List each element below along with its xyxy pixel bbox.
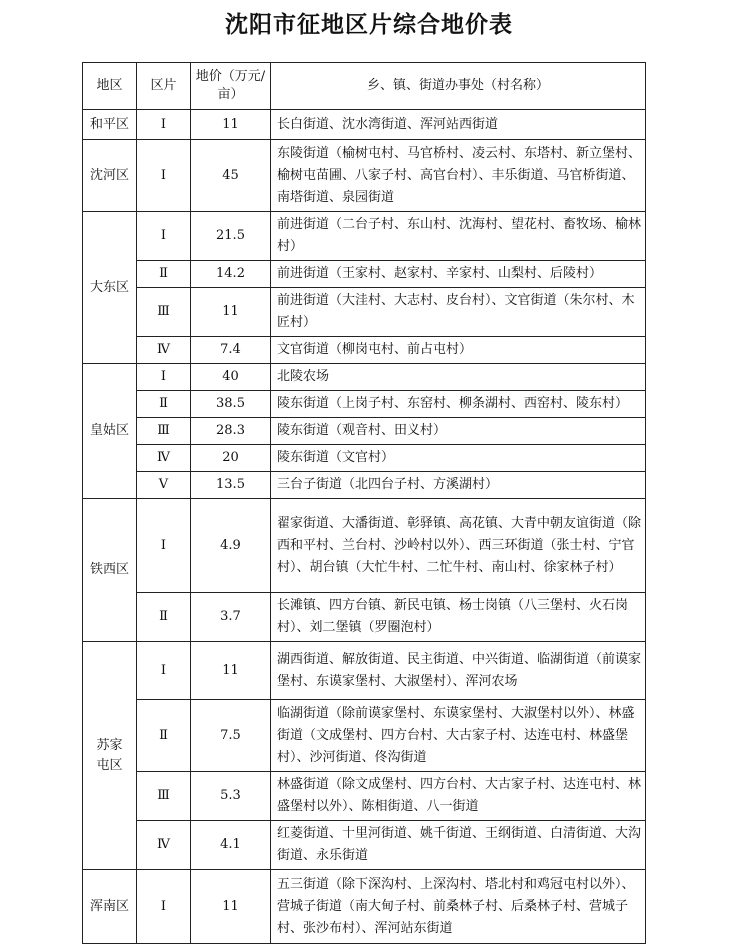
towns-cell: 三台子街道（北四台子村、方溪湖村） <box>271 472 646 499</box>
zone-cell: Ⅱ <box>137 700 191 772</box>
price-cell: 14.2 <box>191 261 271 288</box>
towns-cell: 东陵街道（榆树屯村、马官桥村、凌云村、东塔村、新立堡村、榆树屯苗圃、八家子村、高官台村）、丰乐街道、马官桥街道、南塔街道、泉园街道 <box>271 140 646 212</box>
price-cell: 5.3 <box>191 772 271 821</box>
table-row <box>83 391 646 418</box>
table-row <box>83 870 646 944</box>
table-row <box>83 772 646 821</box>
table-row <box>83 261 646 288</box>
price-cell: 11 <box>191 288 271 337</box>
zone-cell: Ⅰ <box>137 140 191 212</box>
table-row <box>83 212 646 261</box>
towns-cell: 前进街道（二台子村、东山村、沈海村、望花村、畜牧场、榆林村） <box>271 212 646 261</box>
towns-cell: 林盛街道（除文成堡村、四方台村、大古家子村、达连屯村、林盛堡村以外）、陈相街道、八一街道 <box>271 772 646 821</box>
price-cell: 11 <box>191 642 271 700</box>
table-row <box>83 110 646 140</box>
towns-cell: 长滩镇、四方台镇、新民屯镇、杨士岗镇（八三堡村、火石岗村）、刘二堡镇（罗圈泡村） <box>271 593 646 642</box>
towns-cell: 翟家街道、大潘街道、彰驿镇、高花镇、大青中朝友谊街道（除西和平村、兰台村、沙岭村以外）、西三环街道（张士村、宁官村）、胡台镇（大忙牛村、二忙牛村、南山村、徐家林子村） <box>271 499 646 593</box>
price-cell: 45 <box>191 140 271 212</box>
price-cell: 40 <box>191 364 271 391</box>
district-cell: 苏家屯区 <box>83 642 137 870</box>
price-cell: 7.4 <box>191 337 271 364</box>
price-cell: 13.5 <box>191 472 271 499</box>
price-cell: 21.5 <box>191 212 271 261</box>
zone-cell: Ⅰ <box>137 110 191 140</box>
zone-cell: Ⅳ <box>137 821 191 870</box>
price-cell: 11 <box>191 870 271 944</box>
towns-cell: 长白街道、沈水湾街道、浑河站西街道 <box>271 110 646 140</box>
zone-cell: Ⅳ <box>137 337 191 364</box>
table-row <box>83 288 646 337</box>
page-title: 沈阳市征地区片综合地价表 <box>225 12 513 38</box>
zone-cell: Ⅰ <box>137 212 191 261</box>
price-cell: 4.9 <box>191 499 271 593</box>
zone-cell: Ⅱ <box>137 261 191 288</box>
zone-cell: Ⅰ <box>137 642 191 700</box>
price-cell: 3.7 <box>191 593 271 642</box>
table-row <box>83 593 646 642</box>
district-cell: 铁西区 <box>83 499 137 642</box>
header-price: 地价（万元/亩） <box>191 63 271 110</box>
table-body <box>83 110 646 944</box>
header-zone: 区片 <box>137 63 191 110</box>
table-row <box>83 445 646 472</box>
land-price-table <box>82 62 646 944</box>
header-towns: 乡、镇、街道办事处（村名称） <box>271 63 646 110</box>
zone-cell: Ⅰ <box>137 870 191 944</box>
towns-cell: 前进街道（王家村、赵家村、辛家村、山梨村、后陵村） <box>271 261 646 288</box>
towns-cell: 湖西街道、解放街道、民主街道、中兴街道、临湖街道（前谟家堡村、东谟家堡村、大淑堡村）、浑河农场 <box>271 642 646 700</box>
district-cell: 和平区 <box>83 110 137 140</box>
towns-cell: 临湖街道（除前谟家堡村、东谟家堡村、大淑堡村以外）、林盛街道（文成堡村、四方台村、大古家子村、达连屯村、林盛堡村）、沙河街道、佟沟街道 <box>271 700 646 772</box>
price-cell: 38.5 <box>191 391 271 418</box>
price-cell: 28.3 <box>191 418 271 445</box>
towns-cell: 文官街道（柳岗屯村、前占屯村） <box>271 337 646 364</box>
price-cell: 4.1 <box>191 821 271 870</box>
district-cell: 沈河区 <box>83 140 137 212</box>
district-cell: 皇姑区 <box>83 364 137 499</box>
price-cell: 20 <box>191 445 271 472</box>
price-cell: 11 <box>191 110 271 140</box>
table-row <box>83 418 646 445</box>
towns-cell: 陵东街道（观音村、田义村） <box>271 418 646 445</box>
towns-cell: 北陵农场 <box>271 364 646 391</box>
zone-cell: Ⅴ <box>137 472 191 499</box>
table-row <box>83 472 646 499</box>
zone-cell: Ⅱ <box>137 391 191 418</box>
zone-cell: Ⅰ <box>137 364 191 391</box>
table-row <box>83 700 646 772</box>
zone-cell: Ⅰ <box>137 499 191 593</box>
zone-cell: Ⅲ <box>137 418 191 445</box>
towns-cell: 陵东街道（文官村） <box>271 445 646 472</box>
district-cell: 大东区 <box>83 212 137 364</box>
district-cell: 浑南区 <box>83 870 137 944</box>
header-district: 地区 <box>83 63 137 110</box>
table-row <box>83 140 646 212</box>
zone-cell: Ⅱ <box>137 593 191 642</box>
price-cell: 7.5 <box>191 700 271 772</box>
towns-cell: 红菱街道、十里河街道、姚千街道、王纲街道、白清街道、大沟街道、永乐街道 <box>271 821 646 870</box>
table-row <box>83 821 646 870</box>
table-row <box>83 364 646 391</box>
towns-cell: 陵东街道（上岗子村、东窑村、柳条湖村、西窑村、陵东村） <box>271 391 646 418</box>
table-row <box>83 337 646 364</box>
zone-cell: Ⅲ <box>137 288 191 337</box>
table-header-row <box>83 63 646 110</box>
zone-cell: Ⅳ <box>137 445 191 472</box>
towns-cell: 五三街道（除下深沟村、上深沟村、塔北村和鸡冠屯村以外）、营城子街道（南大甸子村、前桑林子村、后桑林子村、营城子村、张沙布村）、浑河站东街道 <box>271 870 646 944</box>
table-row <box>83 499 646 593</box>
zone-cell: Ⅲ <box>137 772 191 821</box>
towns-cell: 前进街道（大洼村、大志村、皮台村）、文官街道（朱尔村、木匠村） <box>271 288 646 337</box>
table-row <box>83 642 646 700</box>
